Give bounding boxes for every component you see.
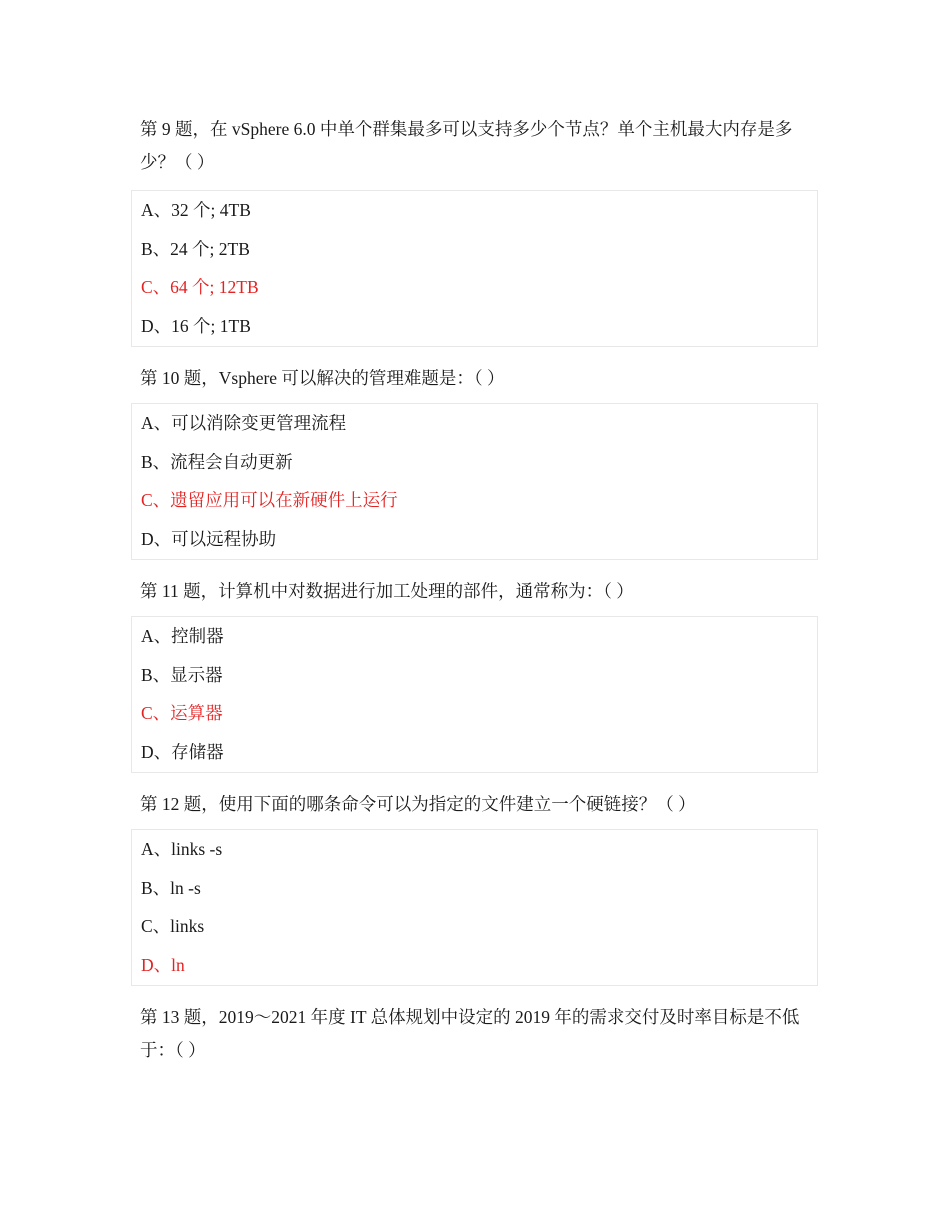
question-10-options <box>131 403 818 560</box>
q12-option-d-correct: D、ln <box>141 955 185 976</box>
q10-option-d: D、可以远程协助 <box>141 529 277 550</box>
question-11-title: 第 11 题，计算机中对数据进行加工处理的部件，通常称为：（ ） <box>140 581 634 601</box>
q11-option-b: B、显示器 <box>141 664 223 685</box>
question-12-title: 第 12 题，使用下面的哪条命令可以为指定的文件建立一个硬链接？（ ） <box>140 794 696 814</box>
question-9-title: 第 9 题，在 vSphere 6.0 中单个群集最多可以支持多少个节点？单个主机最大内存是多少？（ ） <box>140 119 793 172</box>
q10-option-c-correct: C、遗留应用可以在新硬件上运行 <box>141 490 398 511</box>
q10-option-b: B、流程会自动更新 <box>141 451 293 472</box>
question-12-options <box>131 829 818 986</box>
q11-option-a: A、控制器 <box>141 626 224 646</box>
q9-option-a: A、32 个; 4TB <box>141 200 251 220</box>
q10-option-a: A、可以消除变更管理流程 <box>141 413 347 433</box>
question-11-options <box>131 616 818 773</box>
q11-option-c-correct: C、运算器 <box>141 703 223 724</box>
q9-option-d: D、16 个; 1TB <box>141 316 251 337</box>
q9-option-b: B、24 个; 2TB <box>141 238 250 259</box>
q12-option-a: A、links -s <box>141 839 223 859</box>
q9-option-c-correct: C、64 个; 12TB <box>141 277 259 298</box>
question-9-options <box>131 190 818 347</box>
question-13-title: 第 13 题，2019～2021 年度 IT 总体规划中设定的 2019 年的需求交付及时率目标是不低于：（ ） <box>140 1007 800 1060</box>
q12-option-c: C、links <box>141 916 205 937</box>
question-10-title: 第 10 题，Vsphere 可以解决的管理难题是：（ ） <box>140 368 505 388</box>
q12-option-b: B、ln -s <box>141 877 201 898</box>
q11-option-d: D、存储器 <box>141 742 224 763</box>
